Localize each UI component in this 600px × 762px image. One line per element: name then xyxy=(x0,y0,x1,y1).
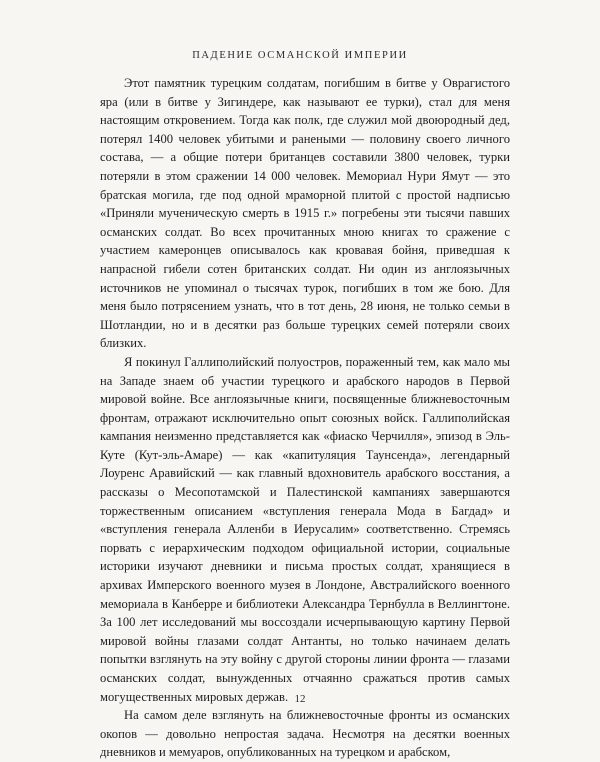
body-text xyxy=(100,74,510,762)
page-number: 12 xyxy=(294,693,306,705)
paragraph-3: На самом деле взглянуть на ближневосточные фронты из османских окопов — довольно непростая задача. Несмотря на десятки военных дневников и мемуаров, опубликованных на турецком и арабском, xyxy=(100,708,510,760)
paragraph-1: Этот памятник турецким солдатам, погибшим в битве у Оврагистого яра (или в битве у Зигиндере, как называют ее турки), стал для меня настоящим откровением. Тогда как полк, где служил мой двоюродный дед, потерял 1400 человек убитыми и ранеными — половину своего личного состава, — а общие потери британцев составили 3800 человек, турки потеряли в этом сражении 14 000 человек. Мемориал Нури Ямут — это братская могила, где под одной мраморной плитой с простой надписью «Приняли мученическую смерть в 1915 г.» погребены эти тысячи павших османских солдат. Во всех прочитанных мною книгах то сражение с участием камеронцев описывалось как кровавая бойня, приведшая к напрасной гибели сотен британских солдат. Ни один из англоязычных источников не упоминал о тысячах турок, погибших в том же бою. Для меня было потрясением узнать, что в тот день, 28 июня, не только семьи в Шотландии, но и в десятки раз больше турецких семей потеряли своих близких. xyxy=(100,76,510,351)
paragraph-2: Я покинул Галлиполийский полуостров, пораженный тем, как мало мы на Западе знаем об участии турецкого и арабского народов в Первой мировой войне. Все англоязычные книги, посвященные ближневосточным фронтам, отражают исключительно опыт союзных войск. Галлиполийская кампания неизменно представляется как «фиаско Черчилля», эпизод в Эль-Куте (Кут-эль-Амаре) — как «капитуляция Таунсенда», легендарный Лоуренс Аравийский — как главный вдохновитель арабского восстания, а рассказы о Месопотамской и Палестинской кампаниях завершаются торжественным описанием «вступления генерала Мода в Багдад» и «вступления генерала Алленби в Иерусалим» соответственно. Стремясь порвать с иерархическим подходом официальной истории, социальные историки изучают дневники и письма простых солдат, хранящиеся в архивах Имперского военного музея в Лондоне, Австралийского военного мемориала в Канберре и библиотеки Александра Тернбулла в Веллингтоне. За 100 лет исследований мы воссоздали исчерпывающую картину Первой мировой войны глазами солдат Антанты, но только начинаем делать попытки взглянуть на эту войну с другой стороны линии фронта — глазами османских солдат, вынужденных отчаянно сражаться против самых могущественных мировых держав. xyxy=(100,354,510,704)
running-head: ПАДЕНИЕ ОСМАНСКОЙ ИМПЕРИИ xyxy=(192,50,408,61)
